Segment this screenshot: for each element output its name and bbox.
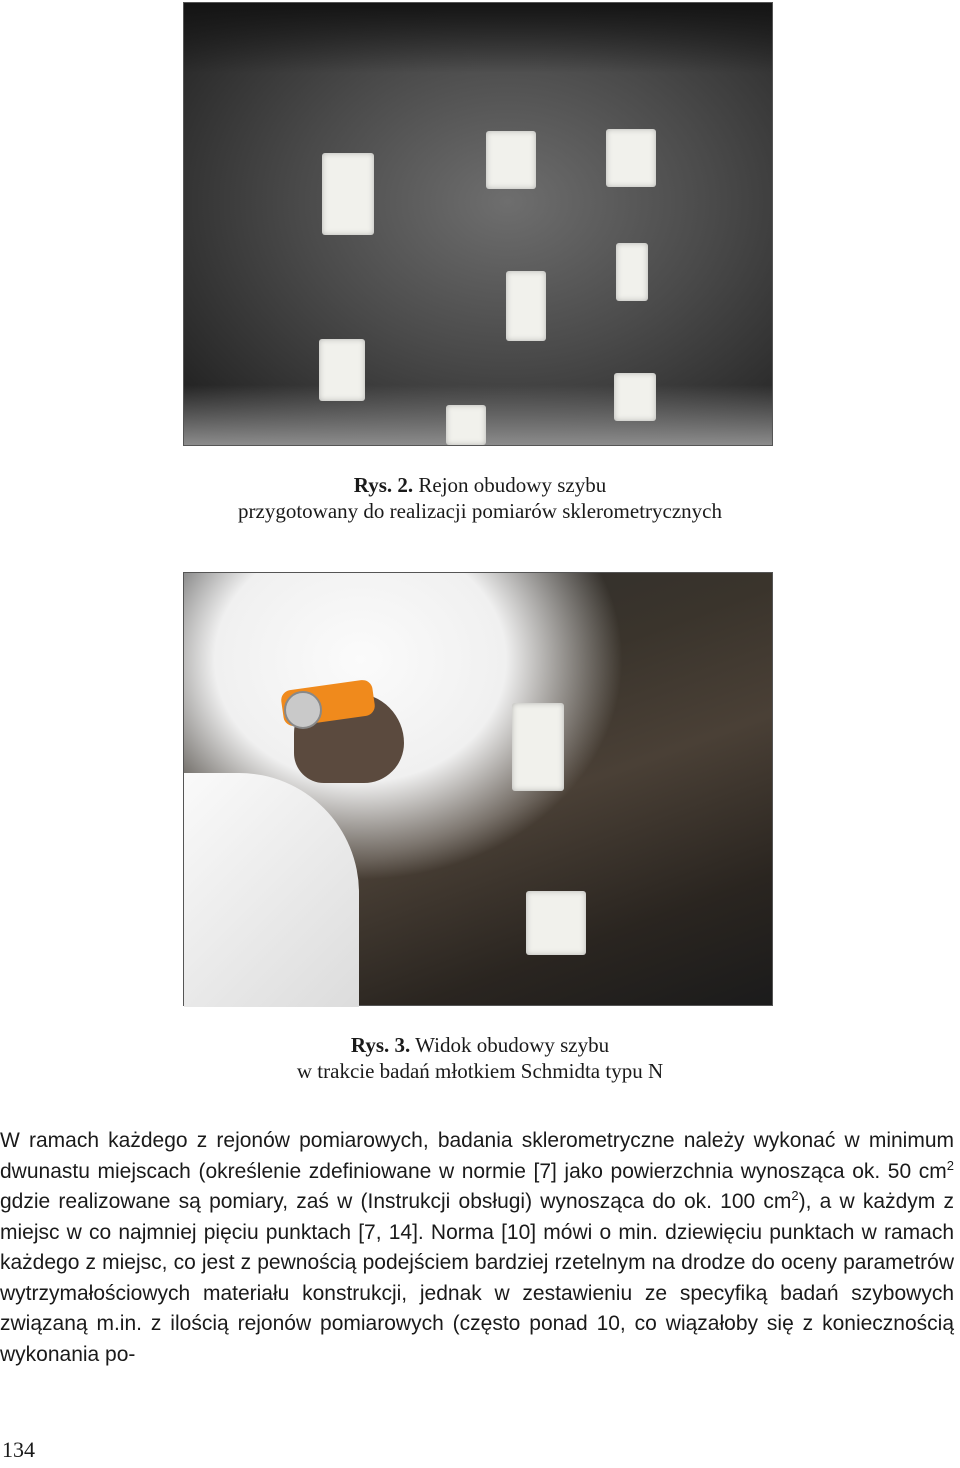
figure-2-photo	[183, 2, 773, 446]
test-patch	[526, 891, 586, 955]
hammer-tip-icon	[284, 691, 322, 729]
figure-3-caption-line1: Widok obudowy szybu	[415, 1033, 610, 1057]
paragraph-part1: W ramach każdego z rejonów pomiarowych, badania sklerometryczne należy wykonać w minimum dwunastu miejscach (określenie zdefiniowane w normie [7] jako powierzchnia wynosząca ok. 50 cm	[0, 1129, 954, 1183]
figure-2-label: Rys. 2.	[353, 473, 414, 497]
paragraph-part2: gdzie realizowane są pomiary, zaś w (Instrukcji obsługi) wynosząca do ok. 100 cm	[0, 1190, 792, 1213]
superscript-2: 2	[946, 1157, 954, 1173]
figure-2-caption	[0, 472, 960, 524]
test-patch	[446, 405, 486, 445]
body-paragraph	[0, 1126, 954, 1370]
test-patch	[319, 339, 365, 401]
test-patch	[606, 129, 656, 187]
test-patch	[614, 373, 656, 421]
figure-2-caption-line1: Rejon obudowy szybu	[418, 473, 607, 497]
paragraph-part3: ), a w każdym z miejsc w co najmniej pięciu punktach [7, 14]. Norma [10] mówi o min. dziewięciu punktach w ramach każdego z miejsc, co jest z pewnością podejściem bardziej rzetelnym na drodze do oceny parametrów wytrzymałościowych materiału konstrukcji, jednak w zestawieniu ze specyfiką badań szybowych związaną m.in. z ilością rejonów pomiarowych (często ponad 10, co wiązałoby się z koniecznością wykonania po-	[0, 1190, 954, 1366]
test-patch	[322, 153, 374, 235]
figure-2-caption-line2: przygotowany do realizacji pomiarów sklerometrycznych	[238, 499, 722, 523]
superscript-2: 2	[791, 1188, 799, 1203]
page-number: 134	[2, 1437, 35, 1462]
figure-3-caption-line2: w trakcie badań młotkiem Schmidta typu N	[296, 1059, 664, 1083]
figure-3-photo	[183, 572, 773, 1006]
worker-arm	[184, 773, 359, 1007]
photo-shadow	[184, 3, 772, 73]
test-patch	[486, 131, 536, 189]
figure-3-caption	[0, 1032, 960, 1084]
test-patch	[512, 703, 564, 791]
test-patch	[506, 271, 546, 341]
figure-3-label: Rys. 3.	[350, 1033, 411, 1057]
test-patch	[616, 243, 648, 301]
